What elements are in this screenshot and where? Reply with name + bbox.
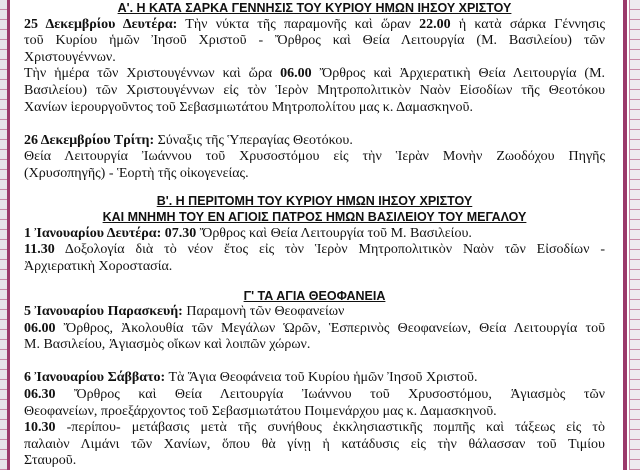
text: Ὄρθρος καὶ Θεία Λειτουργία Ἰωάννου τοῦ Χρυσοστόμου, Ἁγιασμὸς τῶν xyxy=(74,387,606,403)
date-label: 1 Ἰανουαρίου Δευτέρα: xyxy=(24,225,162,241)
date-label: 25 Δεκεμβρίου Δευτέρα: xyxy=(24,16,178,32)
entry-jan1b-line1 xyxy=(24,242,605,259)
entry-jan6-line1 xyxy=(24,370,605,387)
entry-jan6c-line2: παλαιὸν Λιμάνι τῶν Χανίων, ὅπου θὰ γίνῃ ἡ κατάδυσις εἰς τὴν θάλασσαν τοῦ Τιμίου xyxy=(24,436,605,452)
entry-jan1b-line2: Ἀρχιερατικὴ Χοροστασία. xyxy=(24,258,173,274)
time: 06.30 xyxy=(24,387,56,403)
date-label: 26 Δεκεμβρίου Τρίτη: xyxy=(24,132,155,148)
time: 06.00 xyxy=(24,320,56,336)
entry-jan6c-line3: Σταυροῦ. xyxy=(24,453,77,469)
text: Ὄρθρος καὶ Ἀρχιερατικὴ Θεία Λειτουργία (Μ. xyxy=(319,66,606,82)
section-c-heading: Γ' ΤΑ ΑΓΙΑ ΘΕΟΦΑΝΕΙΑ xyxy=(243,288,386,303)
document-page xyxy=(24,0,605,470)
left-page-border xyxy=(7,0,10,470)
text: ἡ κατὰ σάρκα Γέννησις xyxy=(458,16,606,32)
text: Τὰ Ἅγια Θεοφάνεια τοῦ Κυρίου ἡμῶν Ἰησοῦ Χριστοῦ. xyxy=(168,370,478,386)
entry-jan5-line1 xyxy=(24,304,605,321)
time: 11.30 xyxy=(24,242,55,258)
section-b-heading-1: Β'. Η ΠΕΡΙΤΟΜΗ ΤΟΥ ΚΥΡΙΟΥ ΗΜΩΝ ΙΗΣΟΥ ΧΡΙΣΤΟΥ xyxy=(156,193,473,208)
text: Ὄρθρος καὶ Θεία Λειτουργία τοῦ Μ. Βασιλείου. xyxy=(199,225,472,241)
entry-jan6b-line1 xyxy=(24,387,605,404)
entry-dec25-line2: τοῦ Κυρίου ἡμῶν Ἰησοῦ Χριστοῦ - Ὄρθρος καὶ Θεία Λειτουργία (Μ. Βασιλείου) τῶν xyxy=(24,33,605,49)
entry-dec25b-line3: Χανίων ἱερουργοῦντος τοῦ Σεβασμιωτάτου Μητροπολίτου μας κ. Δαμασκηνοῦ. xyxy=(24,99,473,115)
time: 22.00 xyxy=(419,16,451,32)
entry-dec26-line3: (Χρυσοπηγῆς) - Ἑορτὴ τῆς οἰκογενείας. xyxy=(24,165,249,181)
text: Ὄρθρος, Ἀκολουθία τῶν Μεγάλων Ὡρῶν, Ἑσπερινὸς Θεοφανείων, Θεία Λειτουργία τοῦ xyxy=(63,320,605,336)
text: Παραμονὴ τῶν Θεοφανείων xyxy=(186,304,345,320)
section-b-heading-2: ΚΑΙ ΜΝΗΜΗ ΤΟΥ ΕΝ ΑΓΙΟΙΣ ΠΑΤΡΟΣ ΗΜΩΝ ΒΑΣΙΛΕΙΟΥ ΤΟΥ ΜΕΓΑΛΟΥ xyxy=(102,210,527,225)
entry-dec25b-line2: Βασιλείου) τῶν Χριστουγέννων εἰς τὸν Ἱερὸν Μητροπολιτικὸν Ναὸν Εἰσοδίων τῆς Θεοτόκου xyxy=(24,82,605,98)
entry-dec26-line1 xyxy=(24,133,605,150)
entry-dec25b-line1 xyxy=(24,66,605,83)
time: 10.30 xyxy=(24,420,56,436)
time: 06.00 xyxy=(280,66,312,82)
text: Δοξολογία διὰ τὸ νέον ἔτος εἰς τὸν Ἱερὸν Μητροπολιτικὸν Ναὸν τῶν Εἰσοδίων - xyxy=(64,242,605,258)
entry-dec25-line1 xyxy=(24,17,605,34)
text: Τὴν νύκτα τῆς παραμονῆς καὶ ὥραν xyxy=(185,16,411,32)
entry-dec25-line3: Χριστουγέννων. xyxy=(24,49,116,65)
text: Τὴν ἡμέρα τῶν Χριστουγέννων καὶ ὥρα xyxy=(24,66,273,82)
entry-jan5b-line1 xyxy=(24,321,605,338)
entry-jan1-line1 xyxy=(24,226,605,243)
date-label: 5 Ἰανουαρίου Παρασκευή: xyxy=(24,304,183,320)
entry-jan6c-line1 xyxy=(24,420,605,437)
entry-jan5b-line2: Μ. Βασιλείου, Ἁγιασμὸς οἴκων καὶ λοιπῶν χώρων. xyxy=(24,337,311,353)
text: -περίπου- μετάβασις μετὰ τῆς συνήθους ἐκκλησιαστικῆς πομπῆς καὶ τάξεως εἰς τὸ xyxy=(66,420,606,436)
right-page-border xyxy=(623,0,627,470)
text: Σύναξις τῆς Ὑπεραγίας Θεοτόκου. xyxy=(157,132,353,148)
time: 07.30 xyxy=(164,225,197,241)
date-label: 6 Ἰανουαρίου Σάββατο: xyxy=(24,370,166,386)
section-a-heading: Α'. Η ΚΑΤΑ ΣΑΡΚΑ ΓΕΝΝΗΣΙΣ ΤΟΥ ΚΥΡΙΟΥ ΗΜΩΝ ΙΗΣΟΥ ΧΡΙΣΤΟΥ xyxy=(117,1,512,15)
entry-dec26-line2: Θεία Λειτουργία Ἰωάννου τοῦ Χρυσοστόμου εἰς τὴν Ἱερὰν Μονὴν Ζωοδόχου Πηγῆς xyxy=(24,149,605,165)
entry-jan6b-line2: Θεοφανείων, προεξάρχοντος τοῦ Σεβασμιωτάτου Ποιμενάρχου μας κ. Δαμασκηνοῦ. xyxy=(24,403,497,419)
right-margin-gutter xyxy=(629,0,640,470)
